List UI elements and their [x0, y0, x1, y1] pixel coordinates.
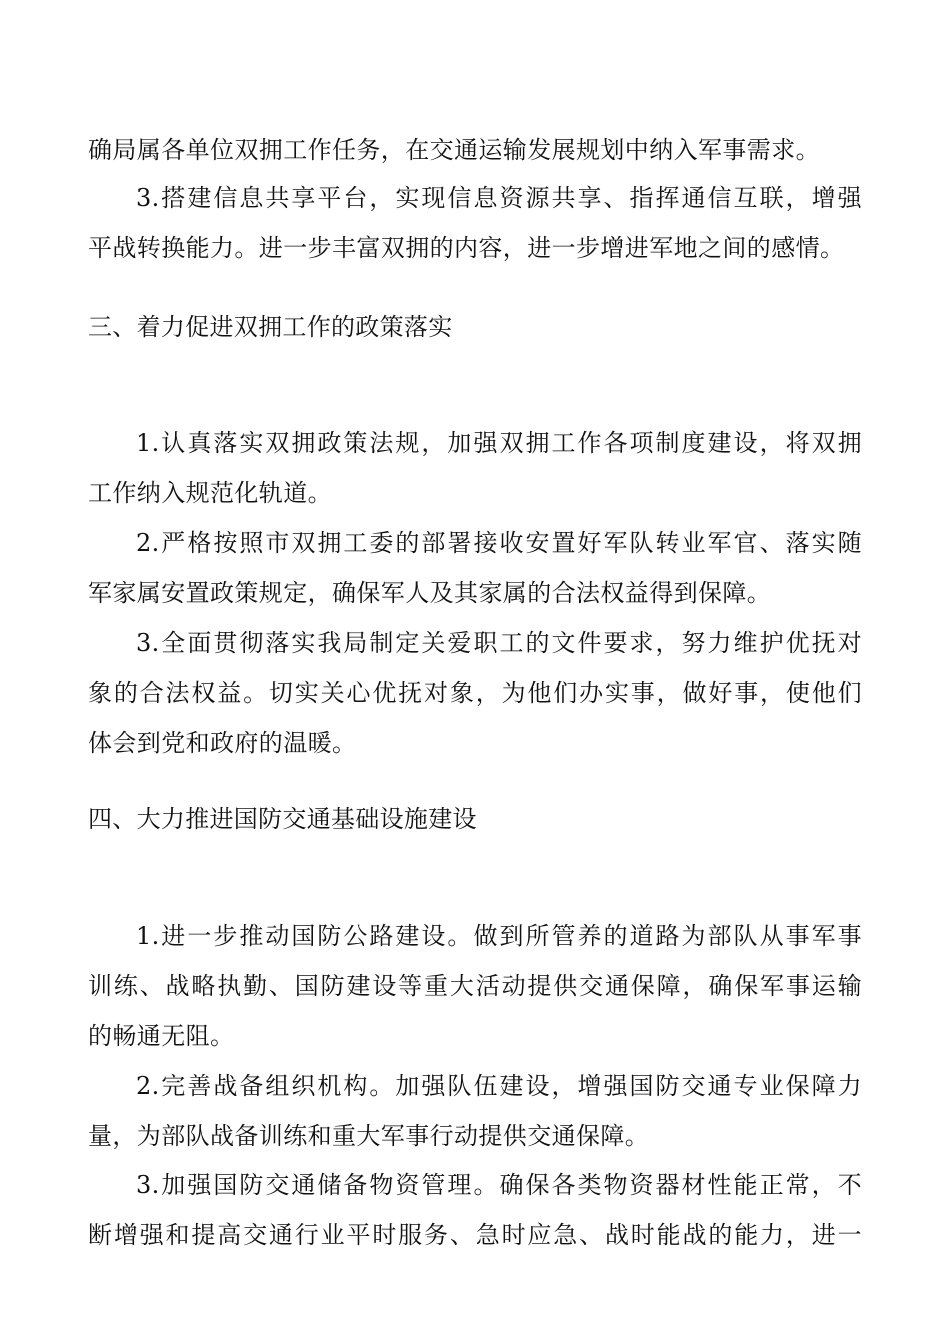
section-heading: 四、大力推进国防交通基础设施建设 [88, 805, 477, 833]
paragraph-line: 确局属各单位双拥工作任务，在交通运输发展规划中纳入军事需求。 [88, 136, 820, 164]
paragraph-line: 1.进一步推动国防公路建设。做到所管养的道路为部队从事军事 [136, 922, 862, 950]
paragraph-line: 3.全面贯彻落实我局制定关爱职工的文件要求，努力维护优抚对 [136, 629, 862, 657]
paragraph-line: 的畅通无阻。 [88, 1022, 235, 1050]
paragraph-line: 2.严格按照市双拥工委的部署接收安置好军队转业军官、落实随 [136, 529, 862, 557]
paragraph-line: 量，为部队战备训练和重大军事行动提供交通保障。 [88, 1122, 650, 1150]
paragraph-line: 体会到党和政府的温暖。 [88, 729, 357, 757]
section-heading: 三、着力促进双拥工作的政策落实 [88, 313, 453, 341]
paragraph-line: 断增强和提高交通行业平时服务、急时应急、战时能战的能力，进一 [88, 1221, 862, 1249]
paragraph-line: 训练、战略执勤、国防建设等重大活动提供交通保障，确保军事运输 [88, 972, 862, 1000]
paragraph-line: 2.完善战备组织机构。加强队伍建设，增强国防交通专业保障力 [136, 1072, 862, 1100]
paragraph-line: 1.认真落实双拥政策法规，加强双拥工作各项制度建设，将双拥 [136, 429, 862, 457]
paragraph-line: 军家属安置政策规定，确保军人及其家属的合法权益得到保障。 [88, 579, 772, 607]
paragraph-line: 平战转换能力。进一步丰富双拥的内容，进一步增进军地之间的感情。 [88, 234, 845, 262]
paragraph-line: 3.加强国防交通储备物资管理。确保各类物资器材性能正常，不 [136, 1171, 862, 1199]
paragraph-line: 象的合法权益。切实关心优抚对象，为他们办实事，做好事，使他们 [88, 679, 862, 707]
paragraph-line: 3.搭建信息共享平台，实现信息资源共享、指挥通信互联，增强 [136, 184, 862, 212]
paragraph-line: 工作纳入规范化轨道。 [88, 479, 332, 507]
